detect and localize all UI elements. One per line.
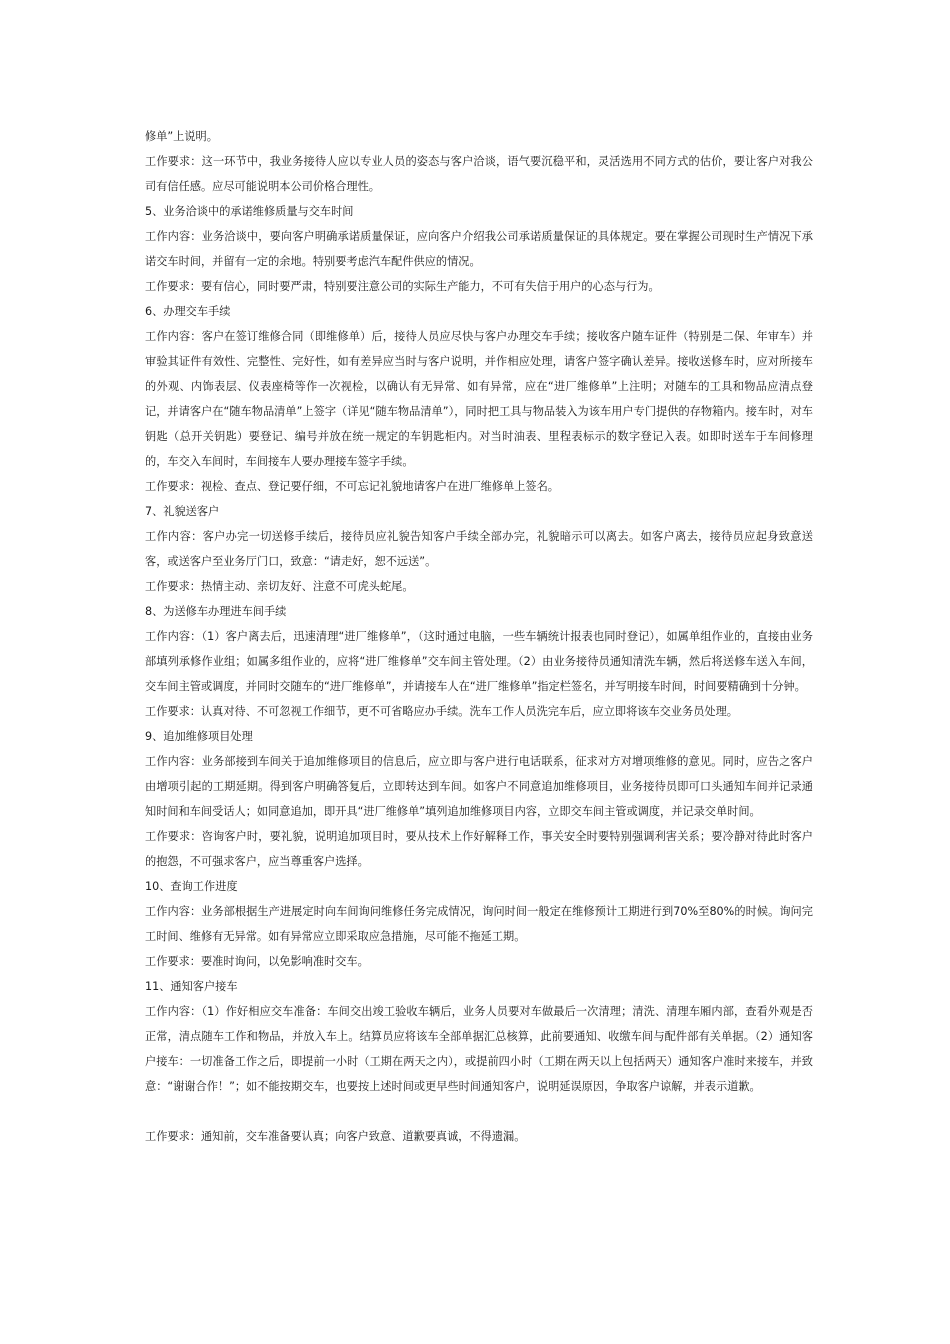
- text-paragraph: 工作内容：业务部根据生产进展定时向车间询问维修任务完成情况，询问时间一般定在维修预计工期进行到70%至80%的时候。询问完工时间、维修有无异常。如有异常应立即采取应急措施，尽可能不拖延工期。: [145, 905, 813, 943]
- section-heading: 11、通知客户接车: [145, 980, 238, 993]
- blank-line: [145, 1099, 813, 1124]
- text-paragraph: 工作要求：要准时询问，以免影响准时交车。: [145, 955, 369, 968]
- section-heading: 8、为送修车办理进车间手续: [145, 605, 287, 618]
- text-paragraph: 工作内容：客户在签订维修合同（即维修单）后，接待人员应尽快与客户办理交车手续；接收客户随车证件（特别是二保、年审车）并审验其证件有效性、完整性、完好性，如有差异应当时与客户说明，并作相应处理，请客户签字确认差异。接收送修车时，应对所接车的外观、内饰表层、仪表座椅等作一次视检，以确认有无异常、如有异常，应在“进厂维修单”上注明；对随车的工具和物品应清点登记，并请客户在“随车物品清单”上签字（详见“随车物品清单”），同时把工具与物品装入为该车用户专门提供的存物箱内。接车时，对车钥匙（总开关钥匙）要登记、编号并放在统一规定的车钥匙柜内。对当时油表、里程表标示的数字登记入表。如即时送车于车间修理的，车交入车间时，车间接车人要办理接车签字手续。: [145, 330, 813, 468]
- text-paragraph: 工作要求：热情主动、亲切友好、注意不可虎头蛇尾。: [145, 580, 414, 593]
- text-paragraph: 工作内容：（1）作好相应交车准备：车间交出竣工验收车辆后，业务人员要对车做最后一次清理；清洗、清理车厢内部，查看外观是否正常，清点随车工作和物品，并放入车上。结算员应将该车全部单据汇总核算，此前要通知、收缴车间与配件部有关单据。（2）通知客户接车：一切准备工作之后，即提前一小时（工期在两天之内），或提前四小时（工期在两天以上包括两天）通知客户准时来接车，并致意：“谢谢合作！”；如不能按期交车，也要按上述时间或更早些时间通知客户，说明延误原因，争取客户谅解，并表示道歉。: [145, 1005, 813, 1093]
- section-heading: 7、礼貌送客户: [145, 505, 220, 518]
- text-paragraph: 工作要求：通知前，交车准备要认真；向客户致意、道歉要真诚，不得遗漏。: [145, 1130, 526, 1143]
- text-paragraph: 工作要求：视检、查点、登记要仔细，不可忘记礼貌地请客户在进厂维修单上签名。: [145, 480, 559, 493]
- text-paragraph: 工作要求：认真对待、不可忽视工作细节，更不可省略应办手续。洗车工作人员洗完车后，应立即将该车交业务员处理。: [145, 705, 738, 718]
- text-paragraph: 工作要求：咨询客户时，要礼貌，说明追加项目时，要从技术上作好解释工作，事关安全时要特别强调利害关系；要冷静对待此时客户的抱怨，不可强求客户，应当尊重客户选择。: [145, 830, 813, 868]
- section-heading: 10、查询工作进度: [145, 880, 238, 893]
- document-page: [145, 124, 813, 1149]
- section-heading: 5、业务洽谈中的承诺维修质量与交车时间: [145, 205, 354, 218]
- text-paragraph: 工作内容：业务洽谈中，要向客户明确承诺质量保证，应向客户介绍我公司承诺质量保证的具体规定。要在掌握公司现时生产情况下承诺交车时间，并留有一定的余地。特别要考虑汽车配件供应的情况。: [145, 230, 813, 268]
- text-paragraph: 工作内容：（1）客户离去后，迅速清理“进厂维修单”，（这时通过电脑，一些车辆统计报表也同时登记），如属单组作业的，直接由业务部填列承修作业组；如属多组作业的，应将“进厂维修单”交车间主管处理。（2）由业务接待员通知清洗车辆，然后将送修车送入车间，交车间主管或调度，并同时交随车的“进厂维修单”，并请接车人在“进厂维修单”指定栏签名，并写明接车时间，时间要精确到十分钟。: [145, 630, 813, 693]
- text-paragraph: 工作要求：这一环节中，我业务接待人应以专业人员的姿态与客户洽谈，语气要沉稳平和，灵活选用不同方式的估价，要让客户对我公司有信任感。应尽可能说明本公司价格合理性。: [145, 155, 813, 193]
- text-paragraph: 工作内容：客户办完一切送修手续后，接待员应礼貌告知客户手续全部办完，礼貌暗示可以离去。如客户离去，接待员应起身致意送客，或送客户至业务厅门口，致意：“请走好，恕不远送”。: [145, 530, 813, 568]
- section-heading: 6、办理交车手续: [145, 305, 231, 318]
- text-paragraph: 修单”上说明。: [145, 130, 218, 143]
- section-heading: 9、追加维修项目处理: [145, 730, 253, 743]
- text-paragraph: 工作内容：业务部接到车间关于追加维修项目的信息后，应立即与客户进行电话联系，征求对方对增项维修的意见。同时，应告之客户由增项引起的工期延期。得到客户明确答复后，立即转达到车间。如客户不同意追加维修项目，业务接待员即可口头通知车间并记录通知时间和车间受话人；如同意追加，即开具“进厂维修单”填列追加维修项目内容，立即交车间主管或调度，并记录交单时间。: [145, 755, 813, 818]
- text-paragraph: 工作要求：要有信心，同时要严肃，特别要注意公司的实际生产能力，不可有失信于用户的心态与行为。: [145, 280, 660, 293]
